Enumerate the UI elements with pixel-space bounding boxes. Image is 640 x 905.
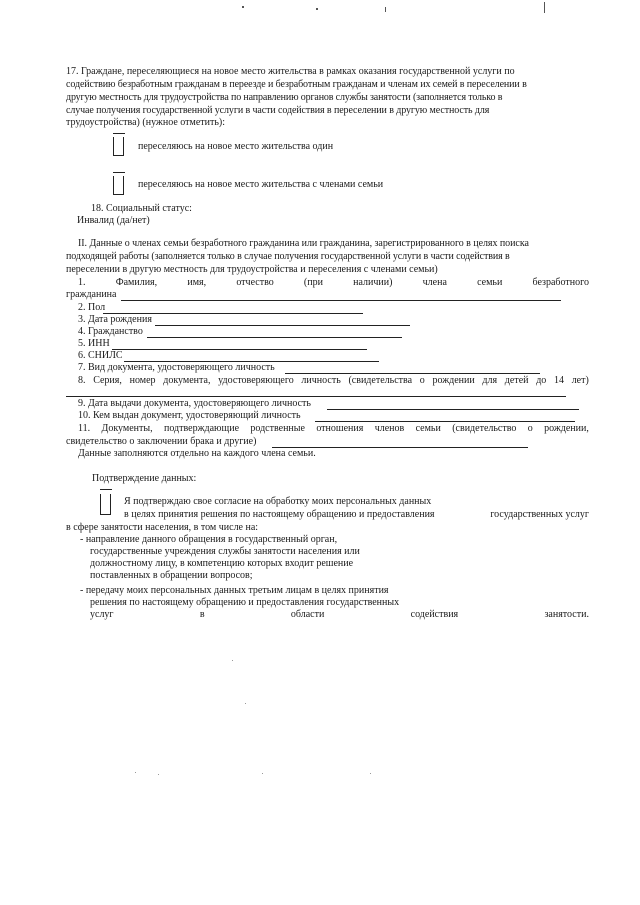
id-issue-date-input-line[interactable]	[327, 409, 579, 410]
bullet2-line3: услуг в области содействия занятости.	[90, 609, 589, 620]
bullet1-line1: - направление данного обращения в государственный орган,	[80, 534, 338, 545]
family-field-1-cont: гражданина	[66, 289, 117, 300]
id-issuer-input-line[interactable]	[315, 421, 575, 422]
checkbox-top-mark	[113, 172, 125, 173]
consent-checkbox[interactable]	[100, 494, 111, 515]
s17-line2: содействию безработным гражданам в переезде и безработным гражданам и членам их семей в переселении в	[66, 79, 527, 90]
birthdate-input-line[interactable]	[155, 325, 410, 326]
id-issue-date-label: 9. Дата выдачи документа, удостоверяющего личность	[78, 398, 311, 409]
consent-text-2: в целях принятия решения по настоящему обращению и предоставления государственных услуг	[124, 509, 589, 520]
bullet1-line2: государственные учреждения службы занятости населения или	[90, 546, 360, 557]
scan-speck	[232, 660, 233, 661]
scan-speck	[245, 703, 246, 704]
scan-speck	[385, 7, 386, 12]
scan-speck	[158, 774, 159, 775]
s17-line1	[66, 66, 589, 78]
bullet1-line3: должностному лицу, в компетенцию которых входит решение	[90, 558, 354, 569]
bullet2-line1: - передачу моих персональных данных третьим лицам в целях принятия	[80, 585, 389, 596]
scan-speck	[544, 2, 545, 13]
family-field-11-cont: свидетельство о заключении брака и другие)	[66, 436, 257, 447]
disabled-field: Инвалид (да/нет)	[77, 215, 150, 226]
s17-line5: трудоустройства) (нужное отметить):	[66, 117, 226, 128]
citizenship-label: 4. Гражданство	[78, 326, 143, 337]
id-issuer-label: 10. Кем выдан документ, удостоверяющий личность	[78, 410, 301, 421]
scan-speck	[242, 6, 244, 8]
inn-input-line[interactable]	[112, 349, 367, 350]
gender-label: 2. Пол	[78, 302, 106, 313]
scan-speck	[135, 772, 136, 773]
s17-text: 17. Граждане, переселяющиеся на новое место жительства в рамках оказания государственной услуги по	[66, 66, 515, 77]
scan-speck	[316, 8, 318, 10]
family-intro-3: переселении в другую местность для трудоустройства и переселения с членами семьи)	[66, 264, 438, 275]
family-note: Данные заполняются отдельно на каждого члена семьи.	[78, 448, 316, 459]
consent-text-3: в сфере занятости населения, в том числе на:	[66, 522, 259, 533]
family-field-8: 8. Серия, номер документа, удостоверяющего личность (свидетельства о рождении для детей до 14 лет)	[78, 375, 589, 386]
checkbox-top-mark	[113, 133, 125, 134]
consent-text-1: Я подтверждаю свое согласие на обработку моих персональных данных	[124, 496, 432, 507]
s17-line3: другую местность для трудоустройства по направлению органов службы занятости (заполняется только в	[66, 92, 503, 103]
checkbox-top-mark	[100, 489, 112, 490]
id-type-input-line[interactable]	[285, 373, 540, 374]
checkbox-family[interactable]	[113, 176, 124, 195]
scan-speck	[370, 773, 371, 774]
snils-label: 6. СНИЛС	[78, 350, 123, 361]
social-status-title: 18. Социальный статус:	[91, 203, 192, 214]
confirm-title: Подтверждение данных:	[92, 473, 197, 484]
family-field-1: 1. Фамилия, имя, отчество (при наличии) члена семьи безработного	[78, 277, 589, 288]
bullet2-line2: решения по настоящему обращению и предоставления государственных	[90, 597, 400, 608]
id-series-input-line[interactable]	[66, 396, 566, 397]
citizenship-input-line[interactable]	[147, 337, 402, 338]
id-type-label: 7. Вид документа, удостоверяющего личность	[78, 362, 275, 373]
option-alone-label: переселяюсь на новое место жительства один	[138, 141, 334, 152]
s17-line4: случае получения государственной услуги в части содействия в переселении в другую местность для	[66, 105, 490, 116]
family-intro-2: подходящей работы (заполняется только в случае получения государственной услуги в части содействия в	[66, 251, 510, 262]
family-intro-1: II. Данные о членах семьи безработного гражданина или гражданина, зарегистрированного в целях поиска	[78, 238, 529, 249]
birthdate-label: 3. Дата рождения	[78, 314, 152, 325]
family-field-11: 11. Документы, подтверждающие родственные отношения членов семьи (свидетельство о рождении,	[78, 423, 589, 434]
inn-label: 5. ИНН	[78, 338, 110, 349]
option-family-label: переселяюсь на новое место жительства с членами семьи	[138, 179, 384, 190]
checkbox-alone[interactable]	[113, 137, 124, 156]
fio-input-line[interactable]	[121, 300, 561, 301]
scan-speck	[262, 773, 263, 774]
bullet1-line4: поставленных в обращении вопросов;	[90, 570, 253, 581]
